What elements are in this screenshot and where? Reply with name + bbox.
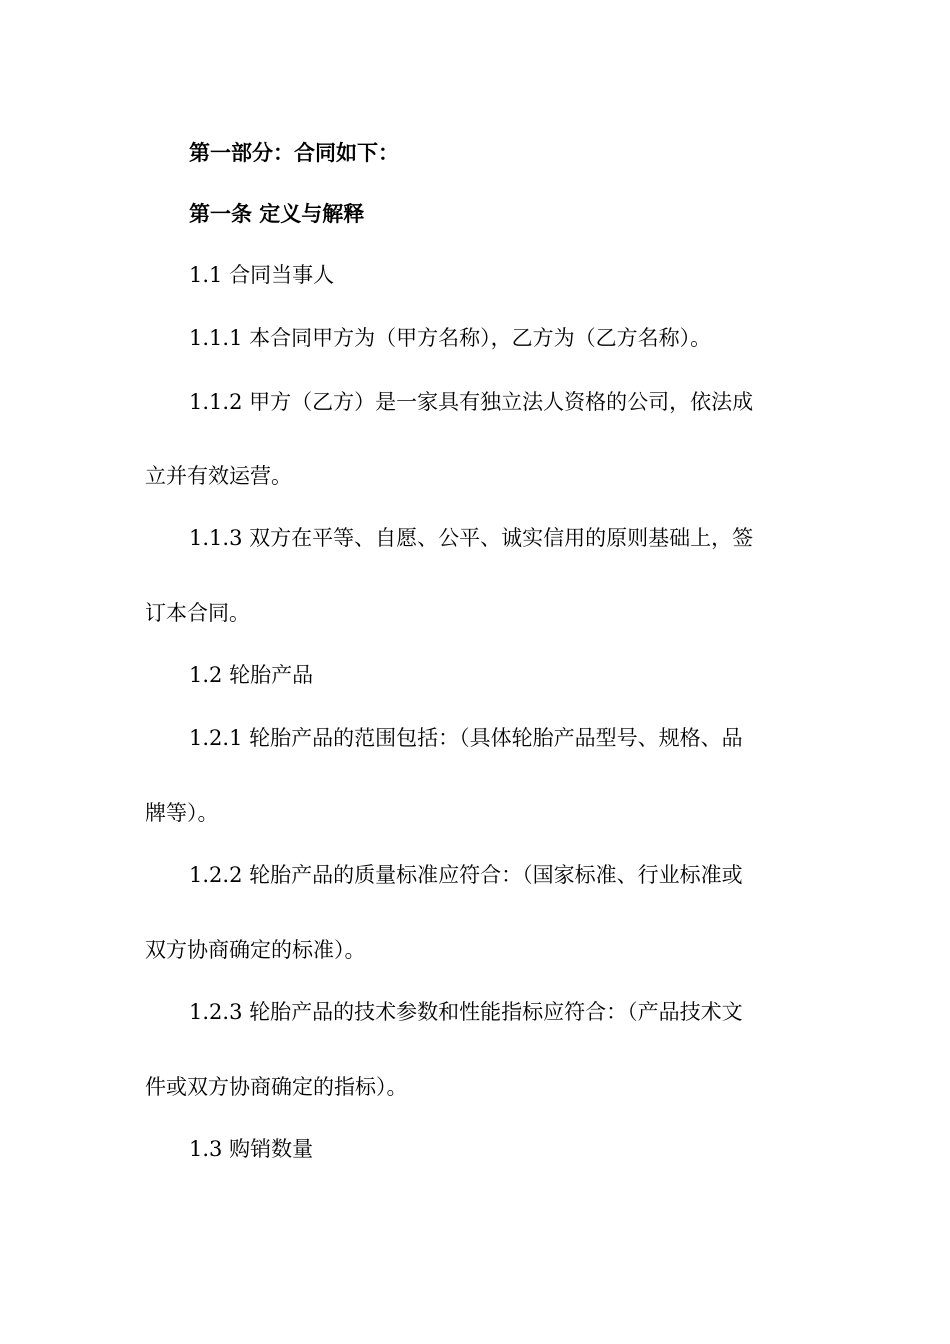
clause-1-1: 1.1 合同当事人 <box>189 263 335 287</box>
clause-1-2-1: 1.2.1 轮胎产品的范围包括：（具体轮胎产品型号、规格、品 <box>189 726 743 750</box>
clause-1-1-2-cont: 立并有效运营。 <box>145 464 292 488</box>
clause-1-2: 1.2 轮胎产品 <box>189 663 314 687</box>
clause-1-2-1-cont: 牌等）。 <box>145 801 219 825</box>
clause-1-1-3: 1.1.3 双方在平等、自愿、公平、诚实信用的原则基础上，签 <box>189 526 754 550</box>
clause-1-2-2-cont: 双方协商确定的标准）。 <box>145 938 366 962</box>
clause-1-1-3-cont: 订本合同。 <box>145 601 250 625</box>
clause-1-3: 1.3 购销数量 <box>189 1137 314 1161</box>
clause-1-2-2: 1.2.2 轮胎产品的质量标准应符合：（国家标准、行业标准或 <box>189 863 743 887</box>
clause-1-1-1: 1.1.1 本合同甲方为（甲方名称），乙方为（乙方名称）。 <box>189 326 712 350</box>
article-heading: 第一条 定义与解释 <box>189 201 365 226</box>
clause-1-2-3: 1.2.3 轮胎产品的技术参数和性能指标应符合：（产品技术文 <box>189 1000 743 1024</box>
part-heading: 第一部分：合同如下： <box>189 140 399 165</box>
clause-1-2-3-cont: 件或双方协商确定的指标）。 <box>145 1075 408 1099</box>
clause-1-1-2: 1.1.2 甲方（乙方）是一家具有独立法人资格的公司，依法成 <box>189 390 754 414</box>
